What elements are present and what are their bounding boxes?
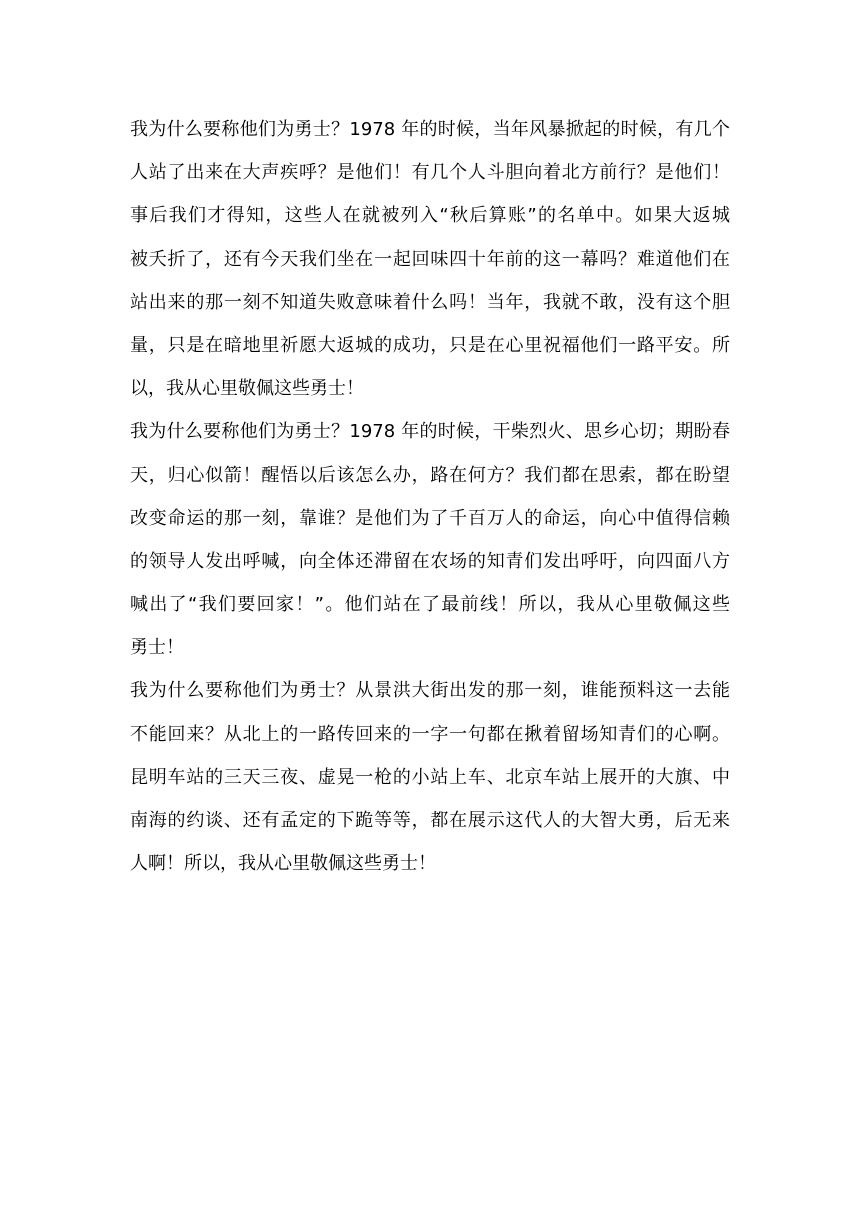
text-line: 被夭折了，还有今天我们坐在一起回味四十年前的这一幕吗？难道他们在 <box>130 248 730 270</box>
text-line: 不能回来？从北上的一路传回来的一字一句都在揪着留场知青们的心啊。 <box>130 723 730 745</box>
text-line: 天，归心似箭！醒悟以后该怎么办，路在何方？我们都在思索，都在盼望 <box>130 464 730 486</box>
text-line: 以，我从心里敬佩这些勇士！ <box>130 378 364 400</box>
text-line: 的领导人发出呼喊，向全体还滞留在农场的知青们发出呼吁，向四面八方 <box>130 550 730 572</box>
text-line: 人站了出来在大声疾呼？是他们！有几个人斗胆向着北方前行？是他们！ <box>130 162 730 184</box>
text-line: 我为什么要称他们为勇士？从景洪大街出发的那一刻，谁能预料这一去能 <box>130 680 730 702</box>
paragraph-3 <box>130 669 730 885</box>
text-line: 勇士！ <box>130 637 184 659</box>
text-line: 事后我们才得知，这些人在就被列入“秋后算账”的名单中。如果大返城 <box>130 205 730 227</box>
text-line: 我为什么要称他们为勇士？1978 年的时候，干柴烈火、思乡心切；期盼春 <box>130 421 730 443</box>
document-body <box>130 108 730 885</box>
text-line: 量，只是在暗地里祈愿大返城的成功，只是在心里祝福他们一路平安。所 <box>130 334 730 356</box>
text-line: 南海的约谈、还有孟定的下跪等等，都在展示这代人的大智大勇，后无来 <box>130 810 730 831</box>
text-line: 站出来的那一刻不知道失败意味着什么吗！当年，我就不敢，没有这个胆 <box>130 291 730 313</box>
text-line: 我为什么要称他们为勇士？1978 年的时候，当年风暴掀起的时候，有几个 <box>130 119 730 140</box>
paragraph-1 <box>130 108 730 410</box>
text-line: 人啊！所以，我从心里敬佩这些勇士！ <box>130 853 436 875</box>
text-line: 喊出了“我们要回家！”。他们站在了最前线！所以，我从心里敬佩这些 <box>130 594 730 616</box>
text-line: 改变命运的那一刻，靠谁？是他们为了千百万人的命运，向心中值得信赖 <box>130 507 730 529</box>
text-line: 昆明车站的三天三夜、虚晃一枪的小站上车、北京车站上展开的大旗、中 <box>130 766 730 788</box>
paragraph-2 <box>130 410 730 669</box>
